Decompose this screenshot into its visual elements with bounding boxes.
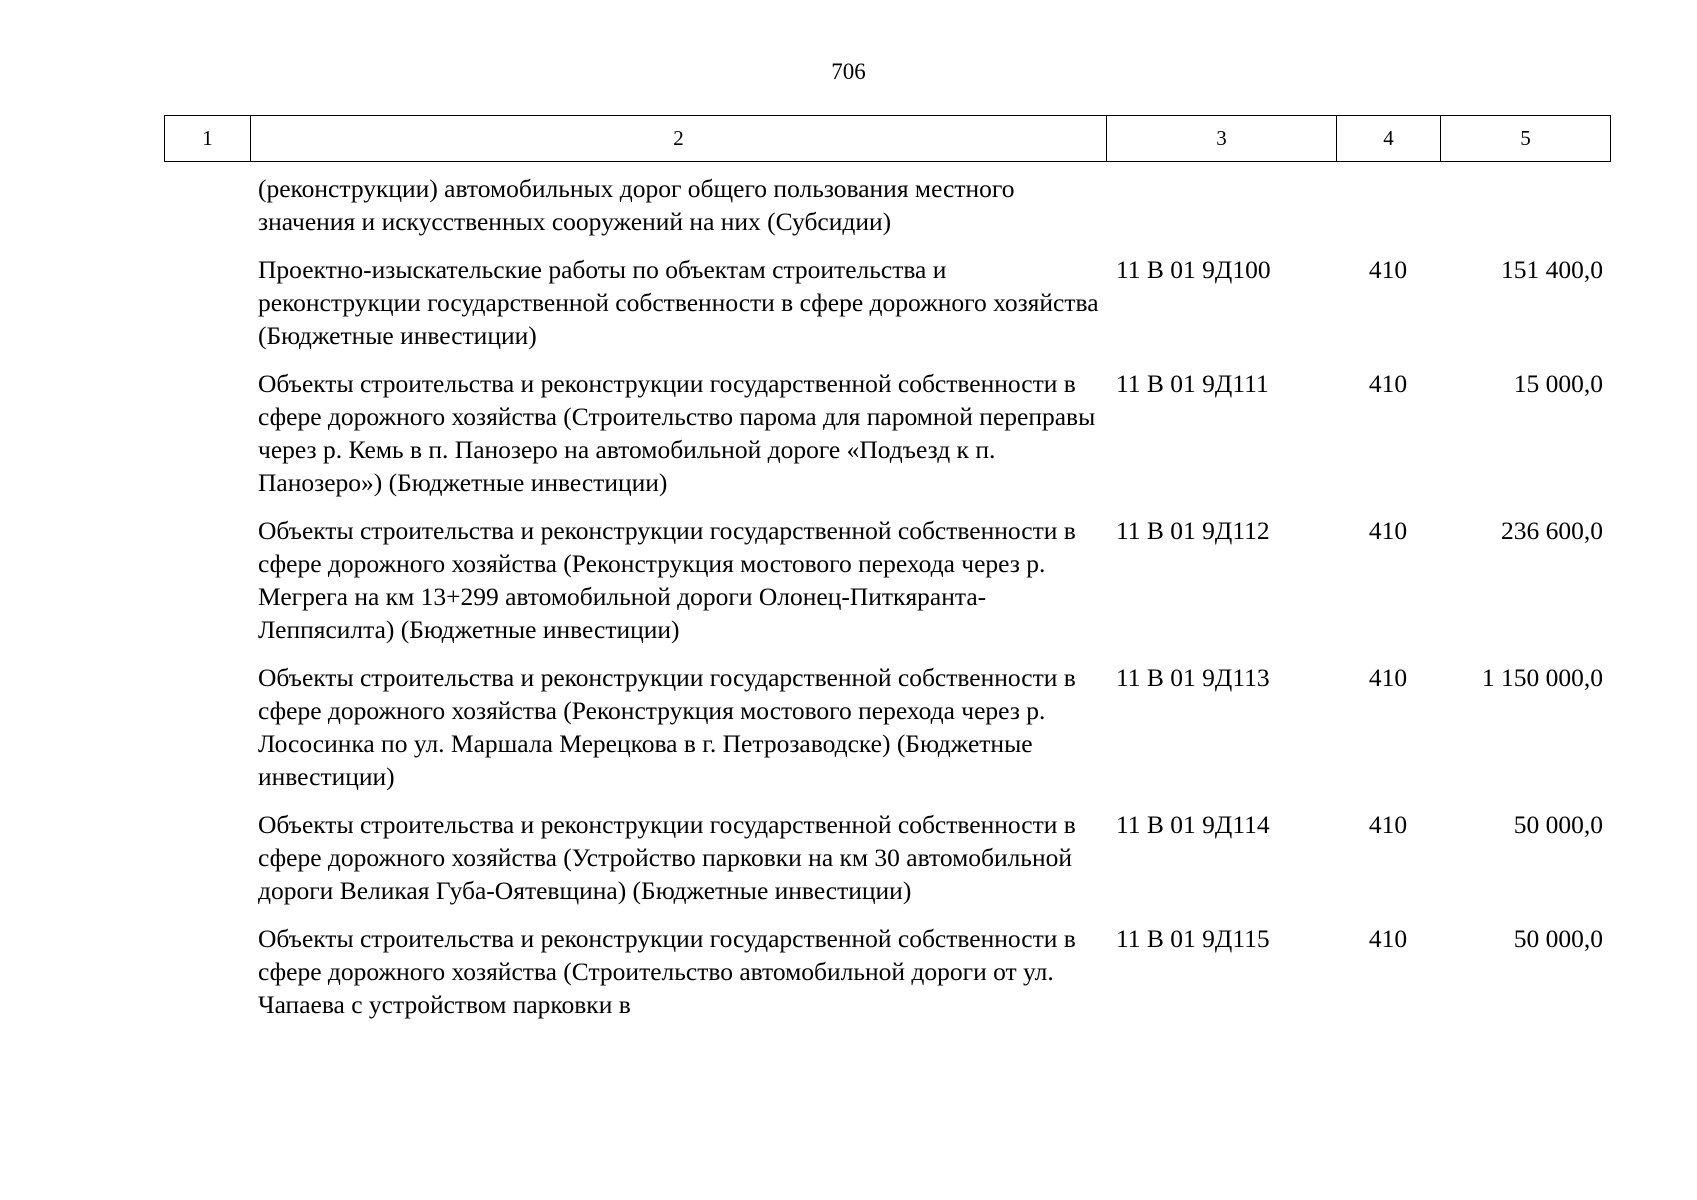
- table-row: [164, 253, 1611, 352]
- row-name: Объекты строительства и реконструкции государственной собственности в сфере дорожного хозяйства (Реконструкция мостового перехода через р. Мегрега на км 13+299 автомобильной дороги Олонец-Питкяранта-Леппясилта) (Бюджетные инвестиции): [258, 516, 1076, 644]
- row-type: [1336, 172, 1440, 238]
- row-type: 410: [1368, 924, 1408, 953]
- table-header: [164, 115, 1611, 162]
- row-amount: 50 000,0: [1513, 924, 1603, 953]
- row-name: Объекты строительства и реконструкции государственной собственности в сфере дорожного хозяйства (Реконструкция мостового перехода через р. Лососинка по ул. Маршала Мерецкова в г. Петрозаводске) (Бюджетные инвестиции): [258, 663, 1076, 791]
- row-name: Объекты строительства и реконструкции государственной собственности в сфере дорожного хозяйства (Строительство парома для паромной переправы через р. Кемь в п. Панозеро на автомобильной дороге «Подъезд к п. Панозеро») (Бюджетные инвестиции): [258, 369, 1096, 497]
- row-code: 11 В 01 9Д100: [1116, 255, 1271, 284]
- row-name: Объекты строительства и реконструкции государственной собственности в сфере дорожного хозяйства (Устройство парковки на км 30 автомобильной дороги Великая Губа-Оятевщина) (Бюджетные инвестиции): [258, 810, 1076, 905]
- header-col-5: 5: [1520, 126, 1531, 150]
- row-code: [1106, 172, 1336, 238]
- header-col-1: 1: [165, 116, 251, 161]
- row-code: 11 В 01 9Д113: [1116, 663, 1270, 692]
- row-amount: 151 400,0: [1501, 255, 1603, 284]
- row-name: Проектно-изыскательские работы по объектам строительства и реконструкции государственной собственности в сфере дорожного хозяйства (Бюджетные инвестиции): [258, 255, 1099, 350]
- row-name: Объекты строительства и реконструкции государственной собственности в сфере дорожного хозяйства (Строительство автомобильной дороги от ул. Чапаева с устройством парковки в: [258, 924, 1076, 1019]
- row-amount: 50 000,0: [1513, 810, 1603, 839]
- row-type: 410: [1368, 255, 1408, 284]
- row-amount: 236 600,0: [1501, 516, 1603, 545]
- row-type: 410: [1368, 810, 1408, 839]
- row-name: (реконструкции) автомобильных дорог общего пользования местного значения и искусственных сооружений на них (Субсидии): [258, 174, 1015, 236]
- table-row: [164, 514, 1611, 646]
- row-type: 410: [1368, 369, 1408, 398]
- table-row: [164, 172, 1611, 238]
- row-code: 11 В 01 9Д112: [1116, 516, 1270, 545]
- table-row: [164, 367, 1611, 499]
- page-number: 706: [831, 59, 866, 84]
- row-type: 410: [1368, 663, 1408, 692]
- row-type: 410: [1368, 516, 1408, 545]
- header-col-2: 2: [251, 116, 1107, 161]
- row-amount: [1440, 172, 1611, 238]
- table-row: [164, 808, 1611, 907]
- row-code: 11 В 01 9Д111: [1116, 369, 1269, 398]
- table-body: [164, 172, 1611, 1036]
- row-code: 11 В 01 9Д114: [1116, 810, 1270, 839]
- header-col-3: 3: [1107, 116, 1337, 161]
- header-col-4: 4: [1337, 116, 1441, 161]
- row-code: 11 В 01 9Д115: [1116, 924, 1270, 953]
- table-row: [164, 661, 1611, 793]
- row-amount: 15 000,0: [1513, 369, 1603, 398]
- row-amount: 1 150 000,0: [1481, 663, 1603, 692]
- table-row: [164, 922, 1611, 1021]
